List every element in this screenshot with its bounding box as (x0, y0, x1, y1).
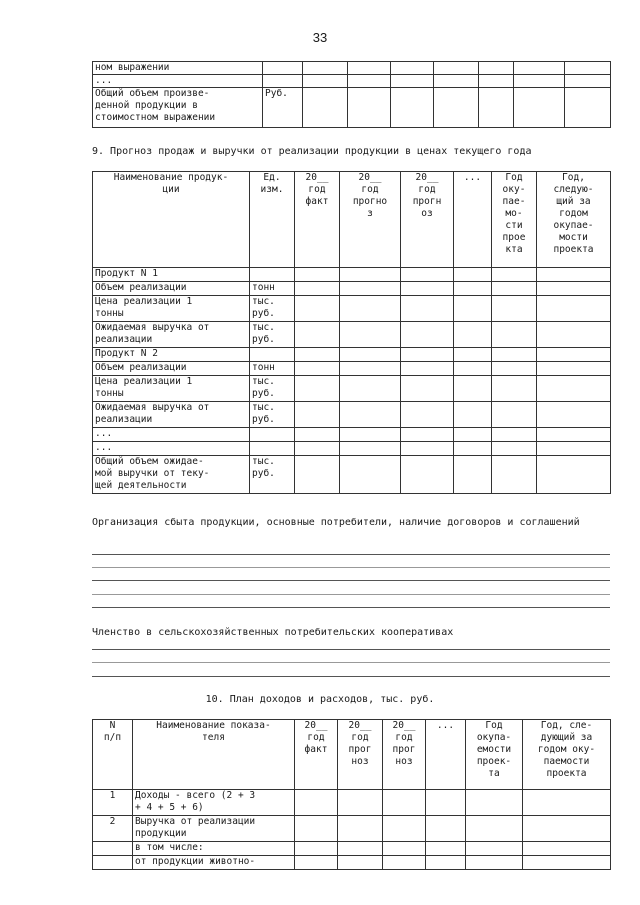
value-cell[interactable] (295, 428, 340, 442)
unit-cell: тыс. руб. (250, 456, 295, 494)
row-name: ... (93, 442, 250, 456)
unit-cell: тыс. руб. (250, 376, 295, 402)
unit-cell (263, 75, 303, 88)
value-cell[interactable] (454, 296, 492, 322)
answer-line (92, 649, 610, 650)
value-cell[interactable] (295, 296, 340, 322)
row-name: от продукции животно- (133, 856, 295, 870)
value-cell[interactable] (401, 442, 454, 456)
row-name: ... (93, 75, 263, 88)
table-row (93, 816, 611, 842)
unit-cell (263, 62, 303, 75)
value-cell[interactable] (340, 456, 401, 494)
value-cell[interactable] (426, 842, 466, 856)
unit-cell: тыс. руб. (250, 402, 295, 428)
value-cell[interactable] (401, 268, 454, 282)
value-cell[interactable] (492, 282, 537, 296)
unit-cell (250, 442, 295, 456)
table-row (93, 88, 611, 128)
value-cell[interactable] (340, 348, 401, 362)
value-cell[interactable] (537, 282, 611, 296)
col-header-year-forecast-1: 20__ год прогно з (340, 172, 401, 268)
value-cell[interactable] (383, 816, 426, 842)
value-cell[interactable] (492, 322, 537, 348)
value-cell[interactable] (537, 348, 611, 362)
col-header-num: N п/п (93, 720, 133, 790)
value-cell[interactable] (523, 842, 611, 856)
value-cell[interactable] (426, 790, 466, 816)
cooperative-membership-prompt: Членство в сельскохозяйственных потребительских кооперативах (92, 627, 454, 638)
income-expense-plan-table (92, 719, 611, 870)
table-row (93, 842, 611, 856)
col-header-payback-year: Год окупа- емости проек- та (466, 720, 523, 790)
col-header-post-payback-year: Год, сле- дующий за годом оку- паемости проекта (523, 720, 611, 790)
table-row (93, 322, 611, 348)
value-cell[interactable] (295, 442, 340, 456)
value-cell[interactable] (340, 362, 401, 376)
value-cell[interactable] (401, 376, 454, 402)
col-header-year-forecast-2: 20__ год прог ноз (383, 720, 426, 790)
answer-line (92, 676, 610, 677)
row-number (93, 856, 133, 870)
value-cell[interactable] (338, 816, 383, 842)
col-header-ellipsis: ... (426, 720, 466, 790)
row-name: ... (93, 428, 250, 442)
value-cell[interactable] (537, 296, 611, 322)
sales-organization-prompt: Организация сбыта продукции, основные потребители, наличие договоров и соглашений (92, 517, 580, 528)
value-cell[interactable] (340, 268, 401, 282)
table-row (93, 282, 611, 296)
value-cell[interactable] (401, 322, 454, 348)
table-row (93, 402, 611, 428)
production-volume-table-continuation (92, 61, 611, 128)
value-cell[interactable] (492, 456, 537, 494)
table-header-row (93, 172, 611, 268)
row-number: 2 (93, 816, 133, 842)
col-header-year-fact: 20__ год факт (295, 172, 340, 268)
col-header-post-payback-year: Год, следую- щий за годом окупае- мости проекта (537, 172, 611, 268)
answer-line (92, 580, 610, 581)
value-cell[interactable] (426, 816, 466, 842)
value-cell[interactable] (383, 842, 426, 856)
value-cell[interactable] (340, 402, 401, 428)
answer-line (92, 594, 610, 595)
row-name: Объем реализации (93, 362, 250, 376)
answer-line (92, 607, 610, 608)
unit-cell: тыс. руб. (250, 322, 295, 348)
row-name: Цена реализации 1 тонны (93, 296, 250, 322)
value-cell[interactable] (401, 282, 454, 296)
value-cell[interactable] (401, 428, 454, 442)
value-cell[interactable] (537, 402, 611, 428)
value-cell[interactable] (537, 268, 611, 282)
value-cell[interactable] (295, 816, 338, 842)
value-cell[interactable] (401, 348, 454, 362)
unit-cell (250, 428, 295, 442)
value-cell[interactable] (537, 456, 611, 494)
row-name: Продукт N 2 (93, 348, 250, 362)
value-cell[interactable] (383, 856, 426, 870)
row-name: Продукт N 1 (93, 268, 250, 282)
value-cell[interactable] (454, 428, 492, 442)
table-row (93, 62, 611, 75)
value-cell[interactable] (338, 842, 383, 856)
row-name: Доходы - всего (2 + 3 + 4 + 5 + 6) (133, 790, 295, 816)
value-cell[interactable] (295, 402, 340, 428)
value-cell[interactable] (295, 856, 338, 870)
value-cell[interactable] (537, 362, 611, 376)
value-cell[interactable] (295, 268, 340, 282)
table-row (93, 75, 611, 88)
value-cell[interactable] (340, 296, 401, 322)
table-row (93, 442, 611, 456)
value-cell[interactable] (523, 816, 611, 842)
value-cell[interactable] (454, 282, 492, 296)
value-cell[interactable] (492, 376, 537, 402)
table-row (93, 296, 611, 322)
value-cell[interactable] (340, 442, 401, 456)
row-name: Цена реализации 1 тонны (93, 376, 250, 402)
value-cell[interactable] (295, 348, 340, 362)
row-name: Ожидаемая выручка от реализации (93, 402, 250, 428)
table-row (93, 856, 611, 870)
value-cell[interactable] (340, 282, 401, 296)
col-header-year-fact: 20__ год факт (295, 720, 338, 790)
unit-cell: тонн (250, 362, 295, 376)
unit-cell (250, 268, 295, 282)
value-cell[interactable] (537, 322, 611, 348)
value-cell[interactable] (340, 322, 401, 348)
row-name: Выручка от реализации продукции (133, 816, 295, 842)
value-cell[interactable] (295, 376, 340, 402)
value-cell[interactable] (466, 842, 523, 856)
page-number: 33 (312, 30, 328, 45)
value-cell[interactable] (466, 816, 523, 842)
row-name: Ожидаемая выручка от реализации (93, 322, 250, 348)
value-cell[interactable] (454, 442, 492, 456)
sales-forecast-table (92, 171, 611, 494)
section-9-title: 9. Прогноз продаж и выручки от реализации продукции в ценах текущего года (92, 146, 532, 157)
value-cell[interactable] (454, 376, 492, 402)
table-row (93, 362, 611, 376)
value-cell[interactable] (466, 856, 523, 870)
value-cell[interactable] (492, 268, 537, 282)
unit-cell (250, 348, 295, 362)
unit-cell: тонн (250, 282, 295, 296)
value-cell[interactable] (426, 856, 466, 870)
value-cell[interactable] (537, 376, 611, 402)
value-cell[interactable] (383, 790, 426, 816)
value-cell[interactable] (492, 428, 537, 442)
table-row (93, 268, 611, 282)
value-cell[interactable] (338, 856, 383, 870)
col-header-payback-year: Год оку- пае- мо- сти прое кта (492, 172, 537, 268)
col-header-year-forecast-2: 20__ год прогн оз (401, 172, 454, 268)
table-header-row (93, 720, 611, 790)
value-cell[interactable] (340, 428, 401, 442)
row-name: Общий объем произве- денной продукции в стоимостном выражении (93, 88, 263, 128)
unit-cell: тыс. руб. (250, 296, 295, 322)
row-name: ном выражении (93, 62, 263, 75)
value-cell[interactable] (295, 790, 338, 816)
value-cell[interactable] (523, 790, 611, 816)
value-cell[interactable] (523, 856, 611, 870)
section-10-title: 10. План доходов и расходов, тыс. руб. (205, 694, 435, 705)
value-cell[interactable] (401, 362, 454, 376)
row-number: 1 (93, 790, 133, 816)
table-row (93, 376, 611, 402)
value-cell[interactable] (492, 296, 537, 322)
value-cell[interactable] (340, 376, 401, 402)
value-cell[interactable] (492, 402, 537, 428)
col-header-name: Наименование продук- ции (93, 172, 250, 268)
value-cell[interactable] (537, 428, 611, 442)
unit-cell: Руб. (263, 88, 303, 128)
col-header-year-forecast-1: 20__ год прог ноз (338, 720, 383, 790)
value-cell[interactable] (454, 456, 492, 494)
value-cell[interactable] (537, 442, 611, 456)
value-cell[interactable] (466, 790, 523, 816)
value-cell[interactable] (454, 322, 492, 348)
value-cell[interactable] (454, 268, 492, 282)
table-row (93, 348, 611, 362)
row-name: Общий объем ожидае- мой выручки от теку- щей деятельности (93, 456, 250, 494)
value-cell[interactable] (401, 456, 454, 494)
value-cell[interactable] (295, 322, 340, 348)
row-number (93, 842, 133, 856)
value-cell[interactable] (295, 842, 338, 856)
value-cell[interactable] (454, 362, 492, 376)
value-cell[interactable] (401, 296, 454, 322)
table-row (93, 790, 611, 816)
value-cell[interactable] (295, 282, 340, 296)
answer-line (92, 662, 610, 663)
row-name: Объем реализации (93, 282, 250, 296)
col-header-indicator: Наименование показа- теля (133, 720, 295, 790)
col-header-ellipsis: ... (454, 172, 492, 268)
row-name: в том числе: (133, 842, 295, 856)
col-header-unit: Ед. изм. (250, 172, 295, 268)
value-cell[interactable] (492, 348, 537, 362)
value-cell[interactable] (295, 362, 340, 376)
value-cell[interactable] (454, 348, 492, 362)
value-cell[interactable] (492, 362, 537, 376)
answer-line (92, 554, 610, 555)
answer-line (92, 567, 610, 568)
value-cell[interactable] (338, 790, 383, 816)
value-cell[interactable] (454, 402, 492, 428)
table-row (93, 456, 611, 494)
value-cell[interactable] (295, 456, 340, 494)
table-row (93, 428, 611, 442)
value-cell[interactable] (492, 442, 537, 456)
value-cell[interactable] (401, 402, 454, 428)
